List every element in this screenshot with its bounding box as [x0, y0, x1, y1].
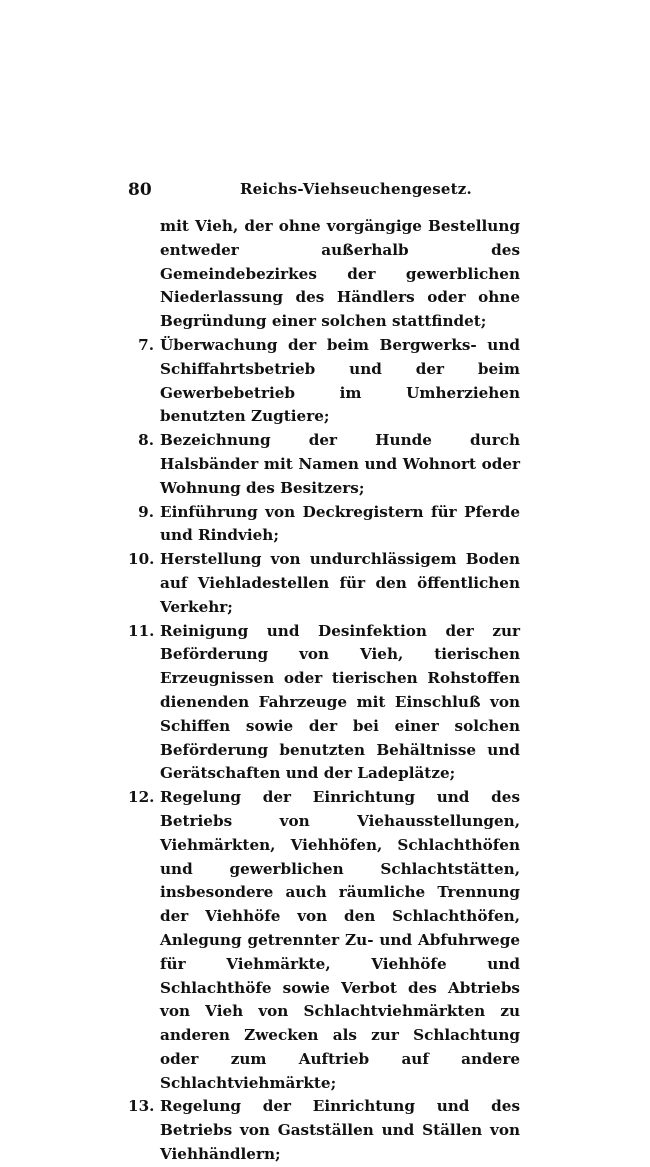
continuation-paragraph: mit Vieh, der ohne vorgängige Bestellung entweder außerhalb des Gemeindebezirkes der gewerblichen Niederlassung des Händlers oder ohne Begründung einer solchen stattfindet; [160, 217, 520, 331]
page-number: 80 [128, 180, 152, 200]
item-number: 11. [128, 621, 155, 640]
page-body [128, 215, 520, 1167]
item-number: 10. [128, 550, 155, 569]
list-item-7 [128, 334, 520, 429]
running-head: Reichs-Viehseuchengesetz. [240, 180, 472, 198]
item-text: Regelung der Einrichtung und des Betriebs von Viehausstellungen, Viehmärkten, Viehhöfen, Schlachthöfen und gewerblichen Schlachtstätten, insbesondere auch räumliche Trennung der Viehhöfe von den Schlachthöfen, Anlegung getrennter Zu- und Abfuhrwege für Viehmärkte, Viehhöfe und Schlachthöfe sowie Verbot des Abtriebs von Vieh von Schlachtviehmärkten zu anderen Zwecken als zur Schlachtung oder zum Auftrieb auf andere Schlachtviehmärkte; [160, 788, 520, 1092]
list-item-9 [128, 501, 520, 549]
item-text: Reinigung und Desinfektion der zur Beförderung von Vieh, tierischen Erzeugnissen oder tierischen Rohstoffen dienenden Fahrzeuge mit Einschluß von Schiffen sowie der bei einer solchen Beförderung benutzten Behältnisse und Gerätschaften und der Ladeplätze; [160, 621, 520, 783]
item-number: 12. [128, 788, 155, 807]
item-number: 7. [138, 335, 154, 354]
item-number: 13. [128, 1097, 155, 1116]
item-text: Herstellung von undurchlässigem Boden auf Viehladestellen für den öffentlichen Verkehr; [160, 550, 520, 616]
item-text: Einführung von Deckregistern für Pferde und Rindvieh; [160, 502, 520, 545]
list-item-8 [128, 429, 520, 500]
list-item-12 [128, 786, 520, 1095]
item-number: 8. [138, 431, 154, 450]
list-item-10 [128, 548, 520, 619]
list-item-13 [128, 1095, 520, 1166]
item-text: Regelung der Einrichtung und des Betriebs von Gastställen und Ställen von Viehhändlern; [160, 1097, 520, 1164]
item-number: 9. [138, 502, 154, 521]
item-text: Überwachung der beim Bergwerks- und Schiffahrtsbetrieb und der beim Gewerbebetrieb im Umherziehen benutzten Zugtiere; [160, 335, 520, 426]
page-header [128, 180, 528, 202]
list-item-11 [128, 620, 520, 787]
item-text: Bezeichnung der Hunde durch Halsbänder mit Namen und Wohnort oder Wohnung des Besitzers; [160, 431, 520, 497]
